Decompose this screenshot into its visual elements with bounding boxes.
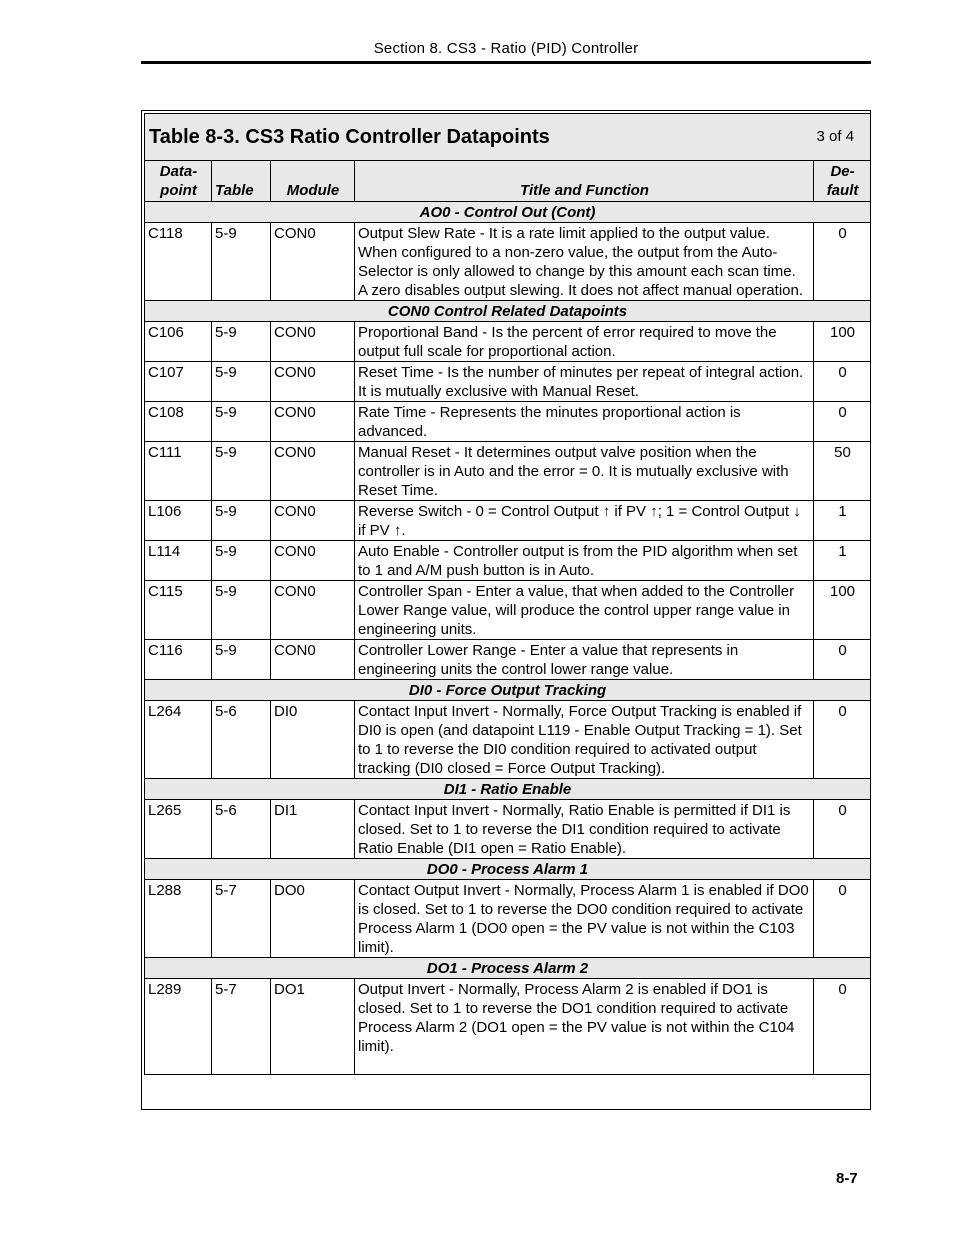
datapoints-table xyxy=(144,113,871,1075)
datapoints-table-frame xyxy=(141,110,871,1110)
cell-module: CON0 xyxy=(271,362,355,402)
cell-function: Controller Lower Range - Enter a value that represents in engineering units the control lower range value. xyxy=(355,640,814,680)
table-row xyxy=(145,581,871,640)
table-row xyxy=(145,979,871,1075)
cell-table: 5-9 xyxy=(212,640,271,680)
cell-default: 50 xyxy=(814,442,871,501)
section-heading: DO0 - Process Alarm 1 xyxy=(145,859,871,880)
table-row xyxy=(145,223,871,301)
cell-module: CON0 xyxy=(271,223,355,301)
header-table: Table xyxy=(212,161,271,202)
cell-datapoint: L114 xyxy=(145,541,212,581)
section-row xyxy=(145,301,871,322)
cell-function: Contact Output Invert - Normally, Process Alarm 1 is enabled if DO0 is closed. Set to 1 to reverse the DO0 condition required to activate Process Alarm 1 (DO0 open = the PV value is not within the C103 limit). xyxy=(355,880,814,958)
cell-table: 5-6 xyxy=(212,800,271,859)
header-default: De- fault xyxy=(814,161,871,202)
table-row xyxy=(145,541,871,581)
cell-module: CON0 xyxy=(271,581,355,640)
cell-table: 5-9 xyxy=(212,541,271,581)
cell-module: DO0 xyxy=(271,880,355,958)
section-row xyxy=(145,680,871,701)
cell-default: 0 xyxy=(814,701,871,779)
header-rule xyxy=(141,61,871,64)
cell-table: 5-9 xyxy=(212,402,271,442)
cell-default: 100 xyxy=(814,581,871,640)
table-row xyxy=(145,880,871,958)
table-row xyxy=(145,640,871,680)
cell-table: 5-6 xyxy=(212,701,271,779)
cell-function: Contact Input Invert - Normally, Force Output Tracking is enabled if DI0 is open (and datapoint L119 - Enable Output Tracking = 1). Set to 1 to reverse the DI0 condition required to activated output tracking (DI0 closed = Force Output Tracking). xyxy=(355,701,814,779)
cell-table: 5-9 xyxy=(212,581,271,640)
cell-module: DI0 xyxy=(271,701,355,779)
cell-datapoint: L288 xyxy=(145,880,212,958)
cell-function: Reset Time - Is the number of minutes per repeat of integral action. It is mutually exclusive with Manual Reset. xyxy=(355,362,814,402)
cell-table: 5-7 xyxy=(212,880,271,958)
table-body xyxy=(145,202,871,1075)
cell-default: 0 xyxy=(814,880,871,958)
cell-datapoint: C111 xyxy=(145,442,212,501)
cell-default: 0 xyxy=(814,362,871,402)
cell-function: Manual Reset - It determines output valve position when the controller is in Auto and the error = 0. It is mutually exclusive with Reset Time. xyxy=(355,442,814,501)
cell-datapoint: C108 xyxy=(145,402,212,442)
cell-datapoint: L264 xyxy=(145,701,212,779)
cell-table: 5-9 xyxy=(212,223,271,301)
cell-datapoint: L106 xyxy=(145,501,212,541)
section-heading: DI0 - Force Output Tracking xyxy=(145,680,871,701)
cell-table: 5-9 xyxy=(212,442,271,501)
cell-function: Reverse Switch - 0 = Control Output ↑ if PV ↑; 1 = Control Output ↓ if PV ↑. xyxy=(355,501,814,541)
header-module: Module xyxy=(271,161,355,202)
cell-datapoint: C118 xyxy=(145,223,212,301)
cell-module: CON0 xyxy=(271,442,355,501)
table-row xyxy=(145,501,871,541)
cell-default: 0 xyxy=(814,402,871,442)
table-title-bar xyxy=(145,114,871,161)
cell-function: Output Slew Rate - It is a rate limit applied to the output value. When configured to a non-zero value, the output from the Auto-Selector is only allowed to change by this amount each scan time. A zero disables output slewing. It does not affect manual operation. xyxy=(355,223,814,301)
cell-default: 0 xyxy=(814,640,871,680)
cell-datapoint: C116 xyxy=(145,640,212,680)
cell-datapoint: L265 xyxy=(145,800,212,859)
cell-datapoint: L289 xyxy=(145,979,212,1075)
table-row xyxy=(145,322,871,362)
table-row xyxy=(145,442,871,501)
table-row xyxy=(145,701,871,779)
cell-default: 0 xyxy=(814,979,871,1075)
cell-function: Output Invert - Normally, Process Alarm 2 is enabled if DO1 is closed. Set to 1 to reverse the DO1 condition required to activate Process Alarm 2 (DO1 open = the PV value is not within the C104 limit). xyxy=(355,979,814,1075)
section-heading: AO0 - Control Out (Cont) xyxy=(145,202,871,223)
cell-module: CON0 xyxy=(271,501,355,541)
header-row xyxy=(145,161,871,202)
cell-datapoint: C115 xyxy=(145,581,212,640)
page-number: 8-7 xyxy=(836,1170,858,1187)
header-datapoint: Data- point xyxy=(145,161,212,202)
cell-datapoint: C106 xyxy=(145,322,212,362)
cell-default: 0 xyxy=(814,800,871,859)
cell-function: Contact Input Invert - Normally, Ratio Enable is permitted if DI1 is closed. Set to 1 to reverse the DI1 condition required to activate Ratio Enable (DI1 open = Ratio Enable). xyxy=(355,800,814,859)
section-heading: DO1 - Process Alarm 2 xyxy=(145,958,871,979)
cell-default: 1 xyxy=(814,501,871,541)
table-row xyxy=(145,362,871,402)
cell-module: DI1 xyxy=(271,800,355,859)
table-row xyxy=(145,800,871,859)
cell-module: CON0 xyxy=(271,640,355,680)
section-heading: DI1 - Ratio Enable xyxy=(145,779,871,800)
cell-module: CON0 xyxy=(271,322,355,362)
cell-function: Controller Span - Enter a value, that when added to the Controller Lower Range value, will produce the control upper range value in engineering units. xyxy=(355,581,814,640)
cell-function: Proportional Band - Is the percent of error required to move the output full scale for proportional action. xyxy=(355,322,814,362)
table-page-indicator: 3 of 4 xyxy=(816,128,855,145)
section-heading: CON0 Control Related Datapoints xyxy=(145,301,871,322)
section-row xyxy=(145,859,871,880)
cell-default: 0 xyxy=(814,223,871,301)
cell-table: 5-9 xyxy=(212,501,271,541)
cell-datapoint: C107 xyxy=(145,362,212,402)
running-head: Section 8. CS3 - Ratio (PID) Controller xyxy=(373,40,639,57)
header-title-function: Title and Function xyxy=(355,161,814,202)
section-row xyxy=(145,958,871,979)
cell-function: Rate Time - Represents the minutes proportional action is advanced. xyxy=(355,402,814,442)
cell-function: Auto Enable - Controller output is from the PID algorithm when set to 1 and A/M push button is in Auto. xyxy=(355,541,814,581)
table-title: Table 8-3. CS3 Ratio Controller Datapoints xyxy=(149,126,550,148)
cell-module: DO1 xyxy=(271,979,355,1075)
cell-default: 1 xyxy=(814,541,871,581)
cell-table: 5-9 xyxy=(212,362,271,402)
cell-module: CON0 xyxy=(271,541,355,581)
cell-module: CON0 xyxy=(271,402,355,442)
cell-table: 5-7 xyxy=(212,979,271,1075)
cell-default: 100 xyxy=(814,322,871,362)
cell-table: 5-9 xyxy=(212,322,271,362)
section-row xyxy=(145,202,871,223)
table-row xyxy=(145,402,871,442)
section-row xyxy=(145,779,871,800)
